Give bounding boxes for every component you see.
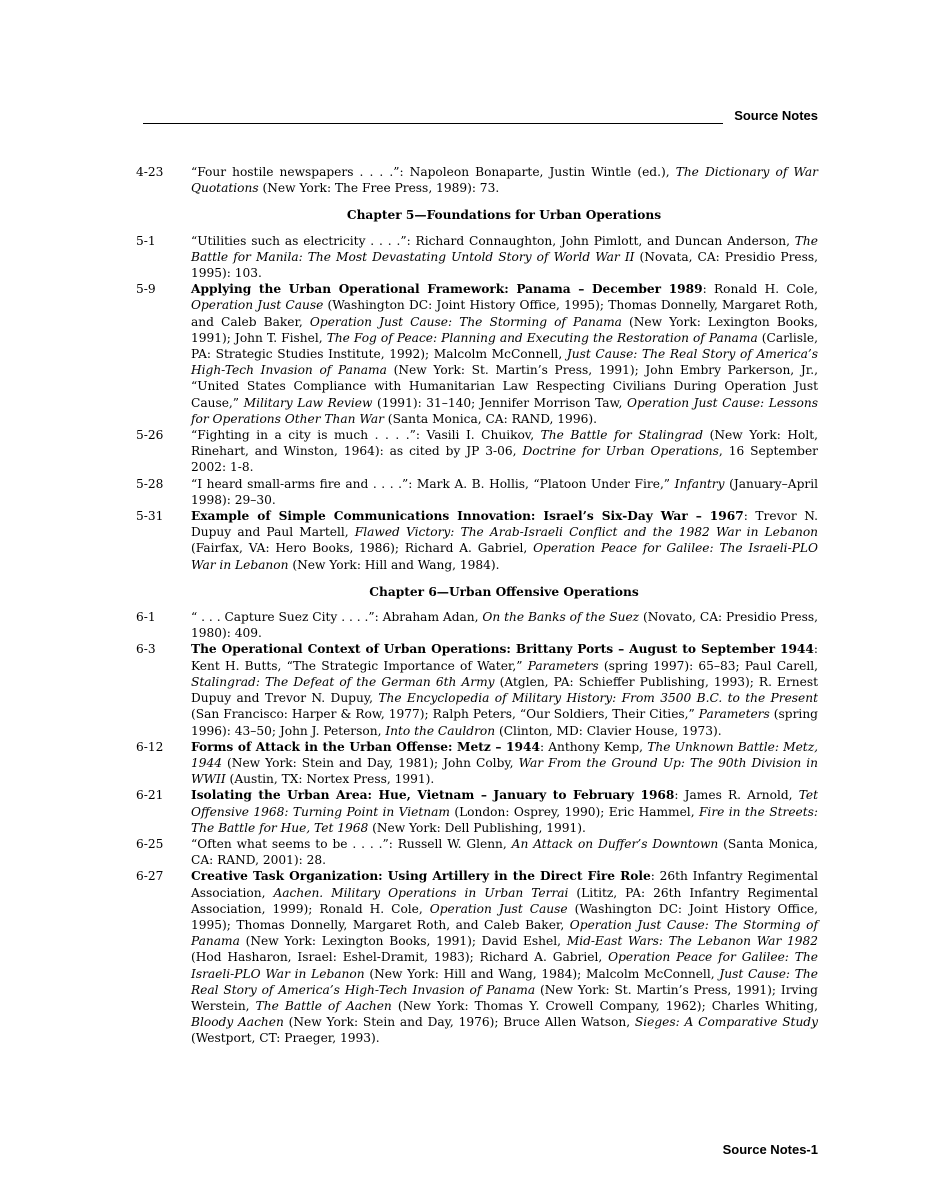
note-text-run: (Clinton, MD: Clavier House, 1973).: [495, 723, 722, 738]
source-note: [136, 739, 818, 788]
note-text: [191, 281, 818, 427]
note-text: [191, 609, 818, 641]
source-note: [136, 233, 818, 282]
note-text-run: (New York: Stein and Day, 1981); John Colby,: [222, 755, 519, 770]
note-text-run: (Novata, CA: Presidio Press, 1995): 103.: [191, 249, 818, 281]
page-header: [143, 108, 818, 126]
note-text-run: (New York: Dell Publishing, 1991).: [368, 820, 586, 835]
note-number: 4-23: [136, 165, 164, 179]
note-italic-title: The Fog of Peace: Planning and Executing the Restoration of Panama: [326, 330, 758, 345]
note-italic-title: The Battle for Manila: The Most Devastating Untold Story of World War II: [191, 233, 818, 264]
note-text-run: (New York: Holt, Rinehart, and Winston, 1964): as cited by JP 3-06,: [191, 428, 819, 459]
note-text-run: (Santa Monica, CA: RAND, 2001): 28.: [191, 836, 818, 868]
chapter-heading: Chapter 6—Urban Offensive Operations: [369, 584, 639, 599]
source-note: [136, 641, 818, 738]
note-italic-title: Parameters: [698, 707, 770, 722]
note-bold-title: Applying the Urban Operational Framework: Panama – December 1989: [191, 282, 703, 297]
note-text-run: (Austin, TX: Nortex Press, 1991).: [225, 772, 435, 787]
note-text-run: (London: Osprey, 1990); Eric Hammel,: [449, 804, 699, 819]
note-italic-title: Parameters: [527, 658, 599, 673]
note-italic-title: The Battle of Aachen: [255, 998, 392, 1013]
note-text: [191, 787, 818, 836]
note-text-run: (New York: The Free Press, 1989): 73.: [258, 181, 500, 196]
note-text-run: (January–April 1998): 29–30.: [191, 476, 818, 507]
note-italic-title: The Dictionary of War Quotations: [191, 165, 818, 196]
note-text-run: (spring 1997): 65–83; Paul Carell,: [598, 658, 818, 673]
note-text-run: : 26th Infantry Regimental Association,: [191, 869, 818, 900]
note-italic-title: Operation Peace for Galilee: The Israeli-PLO War in Lebanon: [191, 541, 818, 572]
note-text-run: (Carlisle, PA: Strategic Studies Institute, 1992); Malcolm McConnell,: [191, 330, 818, 362]
note-text-run: (1991): 31–140; Jennifer Morrison Taw,: [372, 395, 627, 410]
note-text-run: (Novato, CA: Presidio Press, 1980): 409.: [191, 610, 818, 641]
note-text-run: (Fairfax, VA: Hero Books, 1986); Richard A. Gabriel,: [191, 541, 534, 556]
note-text-run: : Anthony Kemp,: [539, 739, 648, 754]
note-italic-title: An Attack on Duffer’s Downtown: [511, 836, 719, 851]
source-notes-body: [136, 164, 818, 1047]
note-italic-title: On the Banks of the Suez: [482, 610, 640, 625]
note-text-run: “ . . . Capture Suez City . . . .”: Abraham Adan,: [191, 610, 483, 625]
note-text-run: (New York: Hill and Wang, 1984).: [288, 557, 500, 572]
note-italic-title: Operation Just Cause: The Storming of Panama: [191, 917, 818, 949]
note-italic-title: War From the Ground Up: The 90th Division in WWII: [191, 755, 819, 787]
note-text-run: (Washington DC: Joint History Office, 1995); Thomas Donnelly, Margaret Roth, and Caleb Baker,: [191, 901, 818, 932]
note-number: 5-26: [136, 428, 164, 443]
note-text-run: (Lititz, PA: 26th Infantry Regimental Association, 1999); Ronald H. Cole,: [191, 885, 818, 916]
note-text-run: : Kent H. Butts, “The Strategic Importance of Water,”: [191, 642, 818, 673]
note-italic-title: Infantry: [674, 476, 725, 491]
note-bold-title: Isolating the Urban Area: Hue, Vietnam – January to February 1968: [191, 788, 675, 803]
note-italic-title: Military Law Review: [243, 395, 373, 410]
source-note: [136, 427, 818, 476]
note-text-run: (New York: Lexington Books, 1991); John T. Fishel,: [191, 314, 818, 345]
note-italic-title: Just Cause: The Real Story of America’s High-Tech Invasion of Panama: [191, 966, 818, 997]
note-text-run: (Hod Hasharon, Israel: Eshel-Dramit, 1983); Richard A. Gabriel,: [191, 950, 609, 965]
note-text: [191, 164, 818, 196]
note-text-run: “Fighting in a city is much . . . .”: Vasili I. Chuikov,: [191, 428, 541, 443]
note-text-run: (New York: St. Martin’s Press, 1991); John Embry Parkerson, Jr., “United States Compliance with Humanitarian Law Respecting Civilians During Operation Just Cause,”: [191, 363, 818, 410]
note-text-run: , 16 September 2002: 1-8.: [191, 444, 818, 475]
header-title: Source Notes: [734, 108, 818, 123]
note-text: [191, 233, 818, 282]
note-italic-title: Sieges: A Comparative Study: [634, 1015, 818, 1030]
source-note: [136, 868, 818, 1046]
note-text-run: (Washington DC: Joint History Office, 1995); Thomas Donnelly, Margaret Roth, and Caleb Baker,: [191, 298, 818, 329]
note-italic-title: Operation Just Cause: [429, 901, 568, 916]
note-italic-title: Operation Just Cause: [191, 298, 324, 313]
source-note: [136, 476, 818, 508]
note-bold-title: The Operational Context of Urban Operations: Brittany Ports – August to September 1944: [191, 642, 814, 657]
source-note: [136, 281, 818, 427]
note-bold-title: Forms of Attack in the Urban Offense: Metz – 1944: [191, 739, 540, 754]
note-number: 5-1: [136, 233, 156, 248]
note-text-run: “Often what seems to be . . . .”: Russell W. Glenn,: [191, 836, 512, 851]
note-text: [191, 836, 818, 868]
note-italic-title: Into the Cauldron: [385, 723, 496, 738]
note-number: 6-12: [136, 739, 164, 754]
note-number: 5-28: [136, 476, 164, 491]
note-italic-title: Operation Just Cause: The Storming of Panama: [309, 314, 622, 329]
note-text-run: (New York: Hill and Wang, 1984); Malcolm McConnell,: [364, 966, 720, 981]
note-bold-title: Creative Task Organization: Using Artillery in the Direct Fire Role: [191, 869, 651, 884]
chapter-heading: Chapter 5—Foundations for Urban Operations: [346, 208, 662, 223]
source-note: [136, 609, 818, 641]
note-text-run: (Santa Monica, CA: RAND, 1996).: [383, 411, 597, 426]
note-number: 6-25: [136, 836, 164, 851]
note-text-run: : James R. Arnold,: [674, 788, 799, 803]
source-note: [136, 164, 818, 196]
note-italic-title: Aachen. Military Operations in Urban Terrai: [273, 885, 569, 900]
note-italic-title: Flawed Victory: The Arab-Israeli Conflict and the 1982 War in Lebanon: [354, 525, 819, 540]
note-number: 6-21: [136, 788, 164, 803]
note-text: [191, 868, 818, 1046]
note-text-run: (New York: Stein and Day, 1976); Bruce Allen Watson,: [283, 1015, 635, 1030]
note-number: 5-31: [136, 509, 164, 524]
note-text-run: (New York: Thomas Y. Crowell Company, 1962); Charles Whiting,: [391, 998, 819, 1013]
note-italic-title: Bloody Aachen: [191, 1015, 284, 1030]
note-italic-title: The Unknown Battle: Metz, 1944: [191, 739, 819, 770]
page-footer-label: Source Notes-1: [722, 1142, 818, 1157]
note-text-run: (Westport, CT: Praeger, 1993).: [191, 1031, 380, 1046]
note-italic-title: The Battle for Stalingrad: [540, 428, 704, 443]
source-note: [136, 787, 818, 836]
note-text: [191, 641, 818, 738]
note-italic-title: Stalingrad: The Defeat of the German 6th Army: [191, 674, 495, 689]
note-italic-title: Doctrine for Urban Operations: [522, 444, 719, 459]
note-text: [191, 427, 818, 476]
note-text-run: : Ronald H. Cole,: [702, 282, 818, 297]
note-italic-title: The Encyclopedia of Military History: From 3500 B.C. to the Present: [378, 691, 818, 706]
source-note: [136, 508, 818, 573]
note-number: 5-9: [136, 282, 156, 297]
note-text-run: “I heard small-arms fire and . . . .”: Mark A. B. Hollis, “Platoon Under Fire,”: [191, 476, 675, 491]
note-number: 6-3: [136, 642, 156, 657]
note-text-run: (New York: St. Martin’s Press, 1991); Irving Werstein,: [191, 982, 818, 1013]
note-number: 6-27: [136, 869, 164, 884]
note-text-run: (spring 1996): 43–50; John J. Peterson,: [191, 707, 818, 738]
note-text-run: : Trevor N. Dupuy and Paul Martell,: [191, 509, 819, 540]
header-rule: [143, 123, 723, 124]
note-text-run: (Atglen, PA: Schieffer Publishing, 1993); R. Ernest Dupuy and Trevor N. Dupuy,: [191, 674, 818, 706]
note-italic-title: Operation Peace for Galilee: The Israeli-PLO War in Lebanon: [191, 950, 818, 981]
source-note: [136, 836, 818, 868]
note-text: [191, 476, 818, 508]
note-text-run: (New York: Lexington Books, 1991); David Eshel,: [239, 934, 567, 949]
note-italic-title: Operation Just Cause: Lessons for Operations Other Than War: [191, 395, 818, 426]
note-italic-title: Fire in the Streets: The Battle for Hue, Tet 1968: [191, 804, 818, 835]
note-text-run: “Utilities such as electricity . . . .”: Richard Connaughton, John Pimlott, and Duncan Anderson,: [191, 233, 795, 248]
note-text-run: “Four hostile newspapers . . . .”: Napoleon Bonaparte, Justin Wintle (ed.),: [191, 165, 676, 179]
note-text-run: (San Francisco: Harper & Row, 1977); Ralph Peters, “Our Soldiers, Their Cities,”: [191, 707, 699, 722]
note-number: 6-1: [136, 610, 156, 625]
note-bold-title: Example of Simple Communications Innovation: Israel’s Six-Day War – 1967: [191, 509, 744, 524]
note-text: [191, 739, 818, 788]
note-italic-title: Tet Offensive 1968: Turning Point in Vietnam: [191, 788, 818, 819]
note-italic-title: Mid-East Wars: The Lebanon War 1982: [566, 934, 818, 949]
note-text: [191, 508, 818, 573]
note-italic-title: Just Cause: The Real Story of America’s High-Tech Invasion of Panama: [191, 347, 818, 378]
